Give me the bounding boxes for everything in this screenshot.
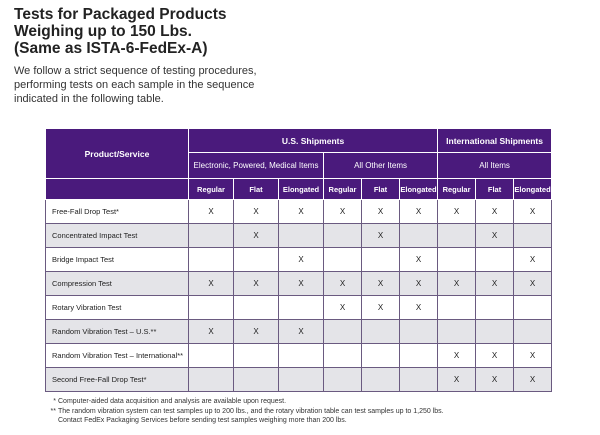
table-row [46, 248, 552, 272]
column-header: Elongated [400, 179, 438, 200]
test-mark: X [438, 344, 476, 368]
test-mark: X [279, 200, 324, 224]
test-mark: X [400, 272, 438, 296]
column-header: Flat [362, 179, 400, 200]
test-mark: X [438, 200, 476, 224]
title-line: Weighing up to 150 Lbs. [14, 23, 192, 40]
test-mark: X [476, 344, 514, 368]
title-line: (Same as ISTA-6-FedEx-A) [14, 40, 208, 57]
test-mark: X [476, 368, 514, 392]
footnote-text: The random vibration system can test samples up to 200 lbs., and the rotary vibration table can test samples up to 1,250 lbs. [58, 407, 444, 415]
intro-line: We follow a strict sequence of testing procedures, [14, 65, 257, 77]
test-mark [400, 368, 438, 392]
subgroup-header-all-other: All Other Items [324, 153, 438, 179]
test-mark [438, 248, 476, 272]
test-name: Free-Fall Drop Test* [46, 200, 189, 224]
test-mark: X [189, 320, 234, 344]
group-header-international: International Shipments [438, 129, 552, 153]
test-mark [279, 296, 324, 320]
test-mark [362, 248, 400, 272]
test-mark [438, 320, 476, 344]
test-mark: X [362, 224, 400, 248]
footnote [42, 407, 582, 426]
test-mark [324, 368, 362, 392]
test-mark [234, 344, 279, 368]
test-mark: X [400, 200, 438, 224]
test-mark [476, 248, 514, 272]
test-mark: X [362, 272, 400, 296]
test-name: Random Vibration Test – International** [46, 344, 189, 368]
test-mark [438, 224, 476, 248]
test-name: Bridge Impact Test [46, 248, 189, 272]
footnote [42, 397, 582, 407]
test-mark [362, 344, 400, 368]
test-mark: X [279, 320, 324, 344]
test-name: Random Vibration Test – U.S.** [46, 320, 189, 344]
test-mark: X [279, 272, 324, 296]
test-mark [189, 248, 234, 272]
test-mark: X [476, 272, 514, 296]
test-mark: X [514, 368, 552, 392]
test-name: Concentrated Impact Test [46, 224, 189, 248]
page-title [14, 6, 226, 57]
test-mark: X [234, 272, 279, 296]
intro-line: performing tests on each sample in the sequence [14, 79, 255, 91]
test-mark [279, 368, 324, 392]
test-mark [189, 224, 234, 248]
test-mark: X [438, 368, 476, 392]
test-mark [362, 320, 400, 344]
test-mark [476, 296, 514, 320]
product-service-header: Product/Service [46, 129, 189, 179]
test-name: Compression Test [46, 272, 189, 296]
test-mark: X [400, 248, 438, 272]
test-mark: X [362, 296, 400, 320]
test-mark: X [476, 224, 514, 248]
test-mark: X [189, 200, 234, 224]
test-rows [46, 200, 552, 392]
table-row [46, 272, 552, 296]
test-mark [400, 224, 438, 248]
test-mark [324, 320, 362, 344]
column-header: Flat [476, 179, 514, 200]
title-line: Tests for Packaged Products [14, 6, 227, 23]
footnotes [42, 397, 582, 426]
test-mark: X [234, 224, 279, 248]
column-header: Flat [234, 179, 279, 200]
subgroup-header-electronic: Electronic, Powered, Medical Items [189, 153, 324, 179]
subgroup-header-all-items: All Items [438, 153, 552, 179]
test-mark [189, 344, 234, 368]
test-name: Second Free-Fall Drop Test* [46, 368, 189, 392]
test-mark: X [438, 272, 476, 296]
test-mark: X [362, 200, 400, 224]
group-header-us: U.S. Shipments [189, 129, 438, 153]
test-mark [234, 248, 279, 272]
column-header: Regular [438, 179, 476, 200]
test-mark: X [514, 248, 552, 272]
test-mark: X [234, 200, 279, 224]
table-row [46, 368, 552, 392]
test-matrix-table [45, 128, 552, 392]
test-mark [324, 344, 362, 368]
test-mark: X [514, 344, 552, 368]
test-mark: X [189, 272, 234, 296]
test-mark: X [234, 320, 279, 344]
intro-paragraph [14, 64, 274, 106]
column-header: Elongated [279, 179, 324, 200]
column-header: Regular [324, 179, 362, 200]
test-mark: X [324, 200, 362, 224]
test-mark: X [324, 296, 362, 320]
test-mark: X [514, 200, 552, 224]
table-row [46, 320, 552, 344]
table-row [46, 344, 552, 368]
test-mark [438, 296, 476, 320]
intro-line: indicated in the following table. [14, 93, 164, 105]
column-header: Elongated [514, 179, 552, 200]
test-mark [400, 344, 438, 368]
footnote-text: Computer-aided data acquisition and analysis are available upon request. [58, 398, 287, 405]
test-mark: X [514, 272, 552, 296]
test-mark [279, 224, 324, 248]
test-mark: X [400, 296, 438, 320]
test-mark [514, 296, 552, 320]
table-row [46, 224, 552, 248]
test-mark: X [279, 248, 324, 272]
test-mark [362, 368, 400, 392]
test-mark [324, 248, 362, 272]
test-mark [189, 368, 234, 392]
test-mark: X [476, 200, 514, 224]
test-mark [279, 344, 324, 368]
column-header-blank [46, 179, 189, 200]
test-mark [234, 368, 279, 392]
footnote-mark: ** [50, 407, 56, 415]
footnote-text: Contact FedEx Packaging Services before sending test samples weighing more than 200 lbs. [58, 417, 347, 424]
test-mark [476, 320, 514, 344]
test-mark [189, 296, 234, 320]
test-mark [400, 320, 438, 344]
column-header: Regular [189, 179, 234, 200]
table-row [46, 200, 552, 224]
test-mark [514, 320, 552, 344]
test-mark [514, 224, 552, 248]
footnote-mark: * [53, 398, 56, 405]
test-mark: X [324, 272, 362, 296]
table-row [46, 296, 552, 320]
test-mark [324, 224, 362, 248]
test-name: Rotary Vibration Test [46, 296, 189, 320]
test-mark [234, 296, 279, 320]
